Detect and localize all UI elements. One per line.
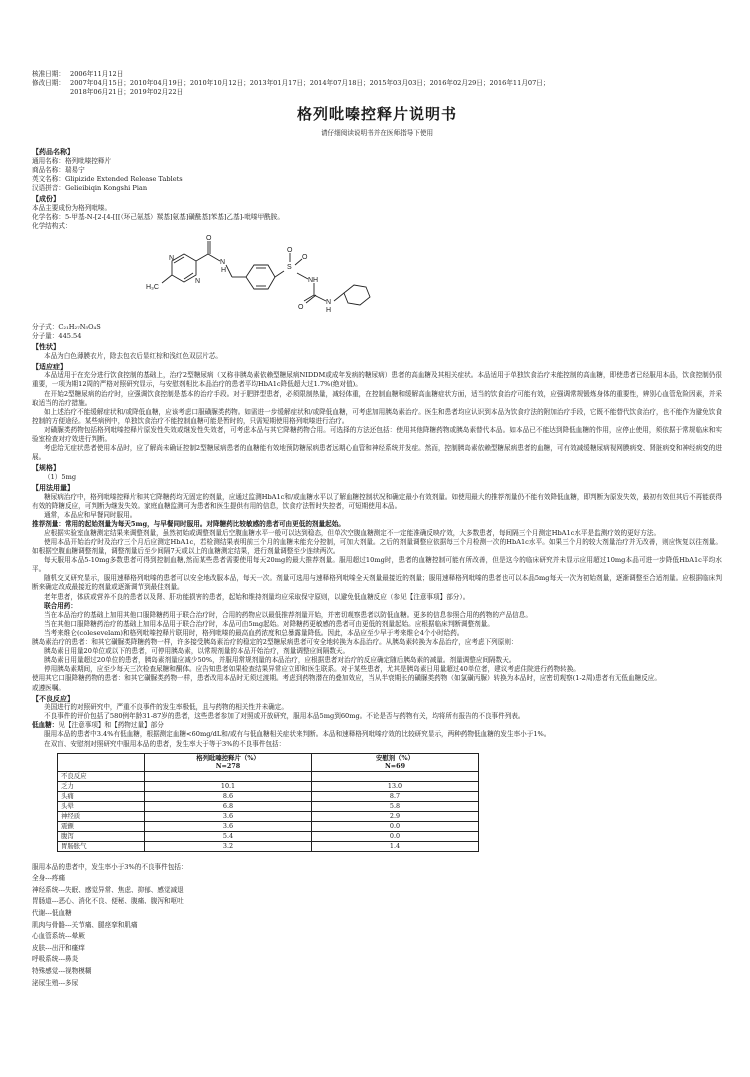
- adverse-heading: 【不良反应】: [32, 693, 74, 703]
- dosage-p11: 当考来维仑(colesevelam)和格列吡嗪控释片联用时，格列吡嗪的最高血药浓度和总暴露量降低。因此，本品应至少早于考来维仑4个小时给药。: [44, 628, 464, 637]
- molecular-formula: 分子式：C₂₁H₂₇N₅O₄S: [32, 322, 101, 331]
- atom-o2: O: [287, 246, 293, 254]
- character-text: 本品为白色薄膜衣片，除去包衣后显红棕和浅红色双层片芯。: [44, 351, 223, 360]
- list-item: 皮肤---出汗和瘙痒: [32, 943, 85, 952]
- atom-h1: H: [221, 266, 227, 274]
- generic-name: 通用名称：格列吡嗪控释片: [32, 156, 112, 165]
- hypoglycemia-label: 低血糖：: [32, 721, 59, 730]
- atom-n2: N: [195, 277, 201, 285]
- atom-o1: O: [206, 234, 212, 242]
- dosage-p14: 胰岛素日用量超过20单位的患者，胰岛素剂量应减少50%，并服用常规剂量的本品治疗，应根据患者对治疗的反应确定随后胰岛素的减量。剂量调整应间隔数天。: [44, 656, 516, 665]
- list-item: 泌尿生殖---多尿: [32, 978, 79, 987]
- atom-nh2: NH: [308, 276, 319, 284]
- row-drug: 8.6: [145, 791, 312, 801]
- atom-nh3: N: [326, 298, 332, 306]
- dosage-p15: 停用胰岛素期间，应至少每天三次检查尿糖和酮体。应告知患者如果检查结果异常应立即和医生联系。对于某些患者，尤其是胰岛素日用量超过40单位者，建议考虑住院进行药物转换。: [44, 665, 580, 674]
- adverse-p2: 不良事件的评价包括了580例年龄31-87岁的患者，这些患者参加了对照或开放研究，服用本品5mg到60mg。不论是否与药物有关，均将所有报告的不良事件列表。: [44, 712, 525, 721]
- english-name: 英文名称：Glipizide Extended Release Tablets: [32, 174, 183, 183]
- adverse-events-table: [57, 753, 479, 852]
- dosage-p16: 使用其它口服降糖药物的患者：和其它磺脲类药物一样，患者改用本品时无须过渡期。考虑到药物潜在的叠加效应，当从半衰期长的磺脲类药物（如氯磺丙脲）转换为本品时，应密切观察(1-2周)患者有无低血糖反应。: [32, 674, 661, 683]
- indications-p3: 如上述治疗不能缓解症状和/或降低血糖，应该考虑口服磺脲类药物。如需进一步缓解症状和/或降低血糖，可考虑加用胰岛素治疗。医生和患者均应认识到本品为饮食疗法的附加治疗手段，它既不能替代饮食治疗，也不能作为避免饮食控制的方便途径。某些病例中，单独饮食治疗不能控制血糖可能是暂时的，只需短期使用格列吡嗪进行治疗。: [32, 407, 722, 425]
- table-row: [58, 841, 479, 851]
- atom-ch3: H₃C: [146, 283, 159, 291]
- row-name: 头晕: [58, 801, 145, 811]
- dosage-p10: 当在其他口服降糖药治疗的基础上加用本品用于联合治疗时，本品可由5mg起始。对降糖药更敏感的患者可由更低的剂量起始。应根据临床判断调整剂量。: [44, 619, 494, 628]
- chemical-name: 化学名称：5-甲基-N-[2-[4-[[[（环己氨基）羰基]氨基]磺酰基]苯基]乙基]-吡嗪甲酰胺。: [32, 212, 284, 221]
- row-placebo: 8.7: [312, 791, 479, 801]
- row-placebo: 2.9: [312, 811, 479, 821]
- list-item: 特殊感觉---视物模糊: [32, 967, 92, 975]
- table-header-drug: [145, 753, 312, 771]
- dosage-p7: 随机交叉研究显示，服用速释格列吡嗪的患者可以安全地改服本品，每天一次。剂量可选用与速释格列吡嗪全天剂量最接近的剂量；服用速释格列吡嗪的患者也可以本品5mg每天一次为初始剂量，逐渐调整至合适剂量。应根据临床判断来确定改成最接近的剂量或逐渐调节到最佳剂量。: [32, 574, 722, 592]
- row-name: 头痛: [58, 791, 145, 801]
- composition-main: 本品主要成份为格列吡嗪。: [32, 203, 112, 212]
- label-document: [32, 70, 722, 989]
- indications-p2: 在开始2型糖尿病的治疗时，应强调饮食控制是基本的治疗手段。对于肥胖型患者，必须限制热量，减轻体重，在控制血糖和缓解高血糖症状方面，适当的饮食治疗可能有效，应强调常规锻炼身体的重要性，辨别心血管危险因素，并采取适当的治疗措施。: [32, 389, 722, 407]
- dosage-p17: 或遵医嘱。: [32, 683, 65, 692]
- row-placebo: 5.8: [312, 801, 479, 811]
- table-row: [58, 771, 479, 781]
- row-drug: [145, 771, 312, 781]
- indications-p5: 考虑给无症状患者使用本品时，应了解尚未确证控制2型糖尿病患者的血糖能有效地预防糖尿病患者远期心血管和神经系统并发症。然而，控制胰岛素依赖型糖尿病患者的血糖，可有效减缓糖尿病视网膜病变、肾脏病变和神经病变的进展。: [32, 444, 722, 462]
- row-name: 乏力: [58, 781, 145, 791]
- molecular-weight: 分子量：445.54: [32, 331, 82, 340]
- table-header-placebo: [312, 753, 479, 771]
- row-placebo: [312, 771, 479, 781]
- structure-label: 化学结构式：: [32, 221, 72, 230]
- atom-n1: N: [169, 254, 175, 262]
- dosage-p13: 胰岛素日用量20单位或以下的患者，可停用胰岛素，以常规剂量的本品开始治疗，剂量调整应间隔数天。: [44, 647, 350, 656]
- table-row: [58, 801, 479, 811]
- adverse-p4: 服用本品的患者中3.4%有低血糖，根据测定血糖<60mg/dL和/或有与低血糖相关症状来判断。本品和速释格列吡嗪疗效的比较研究显示，两种药物低血糖的发生率小于1%。: [44, 730, 551, 739]
- list-item: 胃肠道---恶心、消化不良、便秘、腹痛、腹泻和呕吐: [32, 897, 184, 906]
- indications-heading: 【适应症】: [32, 361, 67, 371]
- chemical-structure: [132, 231, 432, 323]
- row-drug: 3.6: [145, 821, 312, 831]
- dosage-p2: 通常，本品应和早餐同时服用。: [44, 510, 137, 519]
- table-row: [58, 781, 479, 791]
- hypoglycemia-ref: 见【注意事项】和【药物过量】部分: [58, 721, 164, 730]
- revise-dates-2: 2018年06月21日；2019年02月22日: [70, 88, 184, 96]
- dosage-p5: 使用本品开始治疗时及治疗三个月后应测定HbA1c，若检测结果表明前三个月的血糖未能充分控制，可加大剂量。之后的剂量调整应依据每三个月检测一次的HbA1c水平。如果三个月的较大剂量治疗并无改善，则应恢复以往剂量。如根据空腹血糖调整剂量，调整剂量后至少间隔7天或以上的血糖测定结果，进行剂量调整至少连续两次。: [32, 538, 722, 556]
- adverse-p1: 美国进行的对照研究中，严重不良事件的发生率极低，且与药物的相关性并未确定。: [44, 703, 288, 712]
- table-row: [58, 831, 479, 841]
- drug-name-heading: 【药品名称】: [32, 147, 74, 156]
- list-item: 心血管系统---晕厥: [32, 932, 85, 941]
- list-item: 肌肉与骨骼---关节痛、腿痉挛和肌痛: [32, 920, 138, 929]
- table-row: [58, 811, 479, 821]
- table-header-empty: [58, 753, 145, 771]
- dosage-p1: 糖尿病治疗中，格列吡嗪控释片和其它降糖药均无固定的剂量，应通过监测HbA1c和/或血糖水平以了解血糖控制状况和确定最小有效剂量。如使用最大的推荐剂量仍不能有效降低血糖，即判断为原发失效，最初有效但其后不再能获得有效的降糖反应，可判断为继发失效。家庭血糖监测可为患者和医生提供有用的信息，饮食疗法暂时失控者，可短期使用本品。: [32, 492, 722, 510]
- table-row: [58, 791, 479, 801]
- indications-p4: 对磺脲类药物包括格列吡嗪控释片原发性失效或继发性失效者，可考虑本品与其它降糖药物合用。可选择的方法还包括：使用其他降糖药物或胰岛素替代本品。如本品已不能达到降低血糖的作用，应停止使用，须依据于常规临床和实验室检查对疗效进行判断。: [32, 425, 722, 443]
- indications-p1: 本品适用于在充分进行饮食控制的基础上，治疗2型糖尿病（又称非胰岛素依赖型糖尿病NIDDM或成年发病的糖尿病）患者的高血糖及其相关症状。本品适用于单独饮食治疗未能控制的高血糖，即使患者已经服用本品，饮食控制仍很重要，一项为期12周的严格对照研究显示，与安慰剂相比本品治疗的患者平均HbA1c降低超大过1.7%(绝对值)。: [32, 371, 722, 389]
- table-row: [58, 821, 479, 831]
- atom-h2: H: [326, 306, 332, 314]
- revise-row: [32, 79, 722, 88]
- list-item: 呼吸系统---鼻炎: [32, 955, 79, 964]
- dosage-p3: 推荐剂量：常用的起始剂量为每天5mg，与早餐同时服用。对降糖药比较敏感的患者可由更低的剂量起始。: [32, 519, 345, 528]
- revise-dates: 2007年04月15日；2010年04月19日；2010年10月12日；2013年01月17日；2014年07月18日；2015年03月03日；2016年02月29日；2016年11月07日；: [70, 79, 550, 87]
- document-subtitle: 请仔细阅读说明书并在医师指导下使用: [320, 129, 434, 137]
- atom-o4: O: [298, 303, 304, 311]
- spec-text: （1）5mg: [44, 472, 77, 481]
- row-drug: 10.1: [145, 781, 312, 791]
- pinyin-name: 汉语拼音：Gelieibiqin Kongshi Pian: [32, 183, 148, 192]
- atom-nh1: N: [220, 258, 226, 266]
- table-header-placebo-n: N=69: [384, 762, 406, 771]
- row-drug: 6.8: [145, 801, 312, 811]
- ae-list-intro: 服用本品的患者中，发生率小于3%的不良事件包括：: [32, 862, 188, 871]
- list-item: 神经系统---失眠、感觉异常、焦虑、抑郁、感觉减退: [32, 885, 184, 894]
- list-item: 代谢---低血糖: [32, 909, 72, 918]
- dosage-p8: 老年患者，体质或营养不良的患者以及肾、肝功能损害的患者，起始和维持剂量均应采取保守原则，以避免低血糖反应（参见【注意事项】部分）。: [44, 592, 470, 601]
- row-drug: 3.6: [145, 811, 312, 821]
- table-header-drug-name: 格列吡嗪控释片（%）: [196, 753, 260, 762]
- document-title: 格列吡嗪控释片说明书: [296, 105, 457, 123]
- row-name: 胃肠胀气: [58, 841, 145, 851]
- row-drug: 5.4: [145, 831, 312, 841]
- dosage-p12: 胰岛素治疗的患者：和其它磺脲类降糖药物一样，许多接受胰岛素治疗的稳定的2型糖尿病患者可安全地转换为本品治疗。从胰岛素转换为本品治疗，应考虑下列原则：: [32, 638, 518, 647]
- row-name: 震颤: [58, 821, 145, 831]
- dosage-combo-label: 联合用药：: [44, 601, 77, 610]
- table-header-placebo-name: 安慰剂（%）: [375, 753, 415, 762]
- structure-diagram: [132, 231, 432, 323]
- trade-name: 商品名称：瑞易宁: [32, 165, 85, 174]
- dosage-p6: 每天服用本品5-10mg多数患者可得到控制血糖,然而某些患者需要使用每天20mg的最大推荐剂量。服用超过10mg时，患者的血糖控制可能有所改善，但是这今的临床研究并未显示应用超过10mg本品可进一步降低HbA1c平均水平。: [32, 556, 722, 574]
- revise-label: 修改日期：: [32, 79, 65, 87]
- character-heading: 【性状】: [32, 342, 60, 352]
- row-drug: 3.2: [145, 841, 312, 851]
- dosage-heading: 【用法用量】: [32, 482, 74, 492]
- dosage-p9: 当在本品治疗的基础上加用其他口服降糖药用于联合治疗时，合用的药物应以最低推荐剂量开始，并密切观察患者以防低血糖。更多的信息参照合用的药物的产品信息。: [44, 610, 532, 619]
- row-placebo: 0.0: [312, 821, 479, 831]
- spec-heading: 【规格】: [32, 463, 60, 473]
- adverse-p5: 在双盲、安慰剂对照研究中服用本品的患者，发生率大于等于3%的不良事件包括：: [44, 739, 286, 748]
- row-placebo: 0.0: [312, 831, 479, 841]
- approve-row: [32, 70, 722, 79]
- table-header-row: [58, 753, 479, 771]
- composition-heading: 【成份】: [32, 193, 60, 203]
- row-name: 腹泻: [58, 831, 145, 841]
- approve-date: 2006年11月12日: [70, 70, 124, 78]
- row-name: 不良反应: [58, 771, 145, 781]
- atom-o3: O: [302, 253, 308, 261]
- row-name: 神经质: [58, 811, 145, 821]
- dosage-p4: 应根据实验室血糖测定结果来调整剂量，虽然初始或调整剂量后空腹血糖水平一般可以达到稳态，但单次空腹血糖测定不一定能准确反映疗效，大多数患者，每间隔三个月测定HbA1c水平是监测疗效的更好方法。: [44, 528, 661, 537]
- revise-row-2: [32, 88, 722, 97]
- approve-label: 核准日期：: [32, 70, 65, 78]
- table-header-drug-n: N=278: [215, 762, 241, 771]
- row-placebo: 1.4: [312, 841, 479, 851]
- atom-s: S: [287, 263, 292, 271]
- list-item: 全身---疼痛: [32, 874, 66, 883]
- row-placebo: 13.0: [312, 781, 479, 791]
